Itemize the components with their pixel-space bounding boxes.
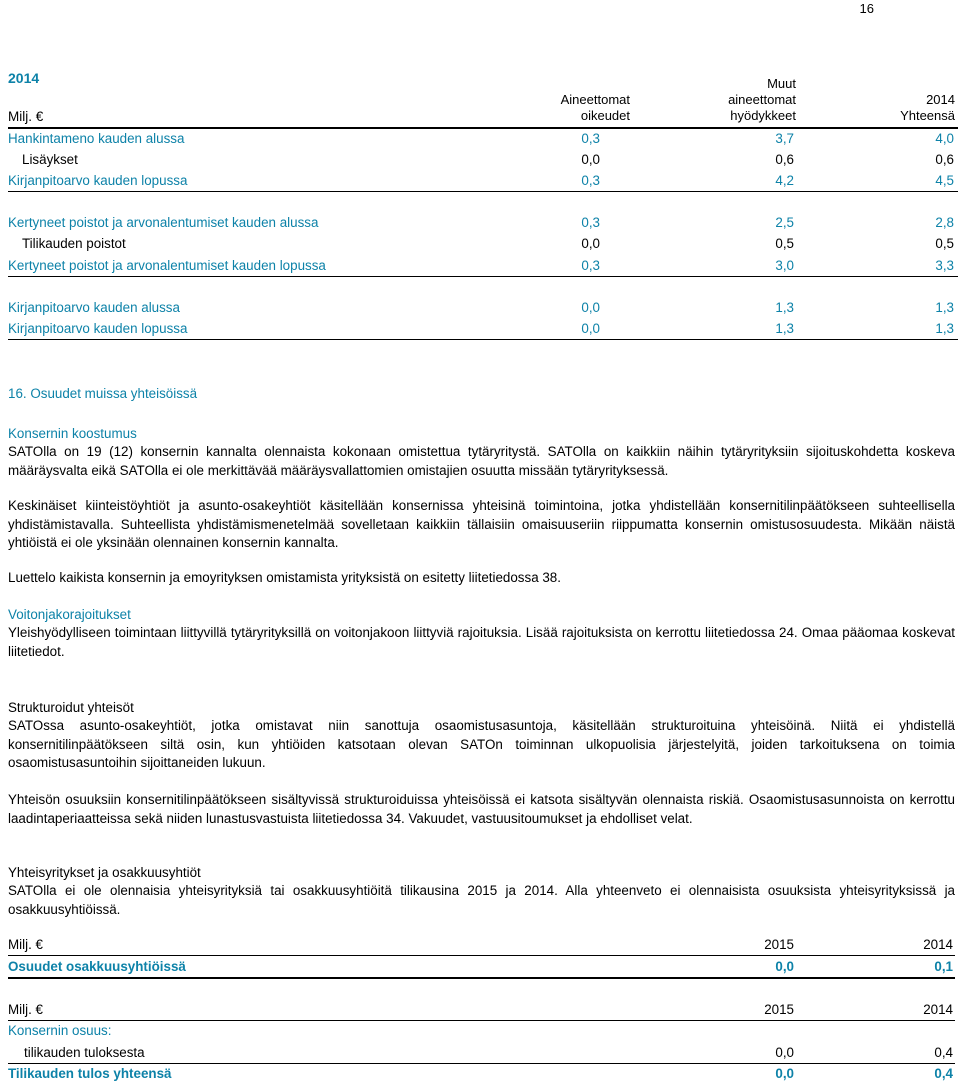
- table-row: [8, 298, 958, 318]
- paragraph: Keskinäiset kiinteistöyhtiöt ja asunto-osakeyhtiöt käsitellään konsernissa yhteisinä toimintoina, jotka yhdistellään konsernitilinpäätökseen suhteellisella yhdistämistavalla. Suhteellista yhdistämismenetelmää sovelletaan kaikkiin tällaisiin omaisuuseriin riippumatta konsernin omistusosuudesta. Mikään näistä yhtiöistä ei ole yksinään olennainen konsernin kannalta.: [8, 498, 955, 550]
- cell-value: 0,0: [581, 152, 600, 167]
- row-label: Kirjanpitoarvo kauden lopussa: [8, 321, 188, 336]
- cell-value: 0,0: [775, 959, 794, 974]
- row-label: tilikauden tuloksesta: [24, 1045, 145, 1060]
- row-label: Lisäykset: [22, 152, 78, 167]
- row-label: Kirjanpitoarvo kauden lopussa: [8, 173, 188, 188]
- table-row: [8, 129, 958, 149]
- row-label: Konsernin osuus:: [8, 1023, 112, 1038]
- cell-value: 0,3: [581, 258, 600, 273]
- cell-value: 3,3: [935, 258, 954, 273]
- cell-value: 4,0: [935, 131, 954, 146]
- cell-value: 2,8: [935, 215, 954, 230]
- table-row: [8, 234, 958, 254]
- cell-value: 0,0: [775, 1066, 794, 1081]
- table-year: 2014: [8, 70, 40, 86]
- row-label: Kirjanpitoarvo kauden alussa: [8, 300, 180, 315]
- column-header-line: oikeudet: [580, 108, 630, 123]
- year-header: 2014: [923, 937, 953, 952]
- column-header-line: aineettomat: [728, 92, 796, 107]
- table-row: [8, 1021, 955, 1041]
- subheading-voitonjakorajoitukset: Voitonjakorajoitukset: [8, 607, 131, 622]
- cell-value: 1,3: [935, 321, 954, 336]
- cell-value: 0,5: [935, 236, 954, 251]
- table-row: [8, 1063, 955, 1084]
- column-header-line: Aineettomat: [560, 92, 630, 107]
- cell-value: 3,7: [775, 131, 794, 146]
- column-header-line: Yhteensä: [900, 108, 955, 123]
- year-header: 2015: [764, 937, 794, 952]
- table-header-row: [8, 1000, 955, 1021]
- paragraph: Luettelo kaikista konsernin ja emoyrityksen omistamista yrityksistä on esitetty liitetiedossa 38.: [8, 570, 561, 585]
- cell-value: 0,3: [581, 131, 600, 146]
- page-number: 16: [859, 1, 874, 16]
- cell-value: 0,3: [581, 215, 600, 230]
- cell-value: 0,0: [581, 321, 600, 336]
- cell-value: 0,6: [935, 152, 954, 167]
- cell-value: 0,4: [934, 1066, 953, 1081]
- cell-value: 4,5: [935, 173, 954, 188]
- cell-value: 0,0: [775, 1045, 794, 1060]
- column-header-yhteensa: [850, 92, 955, 124]
- table-unit: Milj. €: [8, 1002, 43, 1017]
- cell-value: 0,4: [934, 1045, 953, 1060]
- cell-value: 2,5: [775, 215, 794, 230]
- row-label: Osuudet osakkuusyhtiöissä: [8, 959, 186, 974]
- row-label: Kertyneet poistot ja arvonalentumiset kauden lopussa: [8, 258, 326, 273]
- cell-value: 0,6: [775, 152, 794, 167]
- column-header-line: 2014: [926, 92, 955, 107]
- cell-value: 0,0: [581, 236, 600, 251]
- cell-value: 0,1: [934, 959, 953, 974]
- cell-value: 0,5: [775, 236, 794, 251]
- paragraph: Yleishyödylliseen toimintaan liittyvillä tytäryrityksillä on voitonjakoon liittyviä rajoituksia. Lisää rajoituksista on kerrottu liitetiedossa 24. Omaa pääomaa koskevat liitetiedot.: [8, 625, 955, 659]
- cell-value: 1,3: [935, 300, 954, 315]
- paragraph: SATOlla ei ole olennaisia yhteisyrityksiä tai osakkuusyhtiöitä tilikausina 2015 ja 2014. Alla yhteenveto ei olennaisista osuuksista yhteisyrityksissä ja osakkuusyhtiöissä.: [8, 883, 955, 917]
- column-header-muut-aineettomat: [680, 76, 796, 124]
- table-row: [8, 1043, 955, 1063]
- column-header-line: Muut: [767, 76, 796, 91]
- section-title: 16. Osuudet muissa yhteisöissä: [8, 386, 198, 401]
- column-header-line: hyödykkeet: [730, 108, 796, 123]
- row-label: Tilikauden poistot: [22, 236, 126, 251]
- table-row: [8, 150, 958, 170]
- cell-value: 1,3: [775, 300, 794, 315]
- table-row: [8, 171, 958, 192]
- year-header: 2015: [764, 1002, 794, 1017]
- row-label: Hankintameno kauden alussa: [8, 131, 185, 146]
- subheading-yhteisyritykset: Yhteisyritykset ja osakkuusyhtiöt: [8, 865, 201, 880]
- subheading-konsernin-koostumus: Konsernin koostumus: [8, 426, 137, 441]
- table-header-row: [8, 935, 955, 956]
- cell-value: 1,3: [775, 321, 794, 336]
- column-header-aineettomat-oikeudet: [520, 92, 630, 124]
- cell-value: 3,0: [775, 258, 794, 273]
- cell-value: 4,2: [775, 173, 794, 188]
- row-label: Tilikauden tulos yhteensä: [8, 1066, 172, 1081]
- subheading-strukturoidut-yhteisot: Strukturoidut yhteisöt: [8, 700, 134, 715]
- paragraph: SATOlla on 19 (12) konsernin kannalta olennaista kokonaan omistettua tytäryritystä. SATOlla on kaikkiin näihin tytäryrityksiin sijoituskohdetta koskeva määräysvalta eikä SATOlla ei ole merkittävää määräysvallattomien omistajien osuutta missään tytäryrityksessä.: [8, 444, 955, 478]
- row-label: Kertyneet poistot ja arvonalentumiset kauden alussa: [8, 215, 319, 230]
- table-row: [8, 213, 958, 233]
- year-header: 2014: [923, 1002, 953, 1017]
- table-row: [8, 957, 955, 979]
- paragraph: Yhteisön osuuksiin konsernitilinpäätökseen sisältyvissä strukturoiduissa yhteisöissä ei katsota sisältyvän olennaista riskiä. Osaomistusasunnoista on kerrottu laadintaperiaatteissa sekä niiden lunastusvastuista liitetiedossa 34. Vakuudet, vastuusitoumukset ja ehdolliset velat.: [8, 792, 955, 826]
- paragraph: SATOssa asunto-osakeyhtiöt, jotka omistavat niin sanottuja osaomistusasuntoja, käsitellään strukturoituina yhteisöinä. Niitä ei yhdistellä konsernitilinpäätökseen siltä osin, kun yhtiöiden katsotaan olevan SATOn toiminnan ulkopuolisia järjestelyitä, joiden tarkoituksena on toimia osaomistusasuntoihin sijoittaneiden lukuun.: [8, 718, 955, 770]
- table-row: [8, 256, 958, 277]
- cell-value: 0,3: [581, 173, 600, 188]
- table-unit: Milj. €: [8, 937, 43, 952]
- cell-value: 0,0: [581, 300, 600, 315]
- table-row: [8, 319, 958, 340]
- table-unit: Milj. €: [8, 109, 44, 124]
